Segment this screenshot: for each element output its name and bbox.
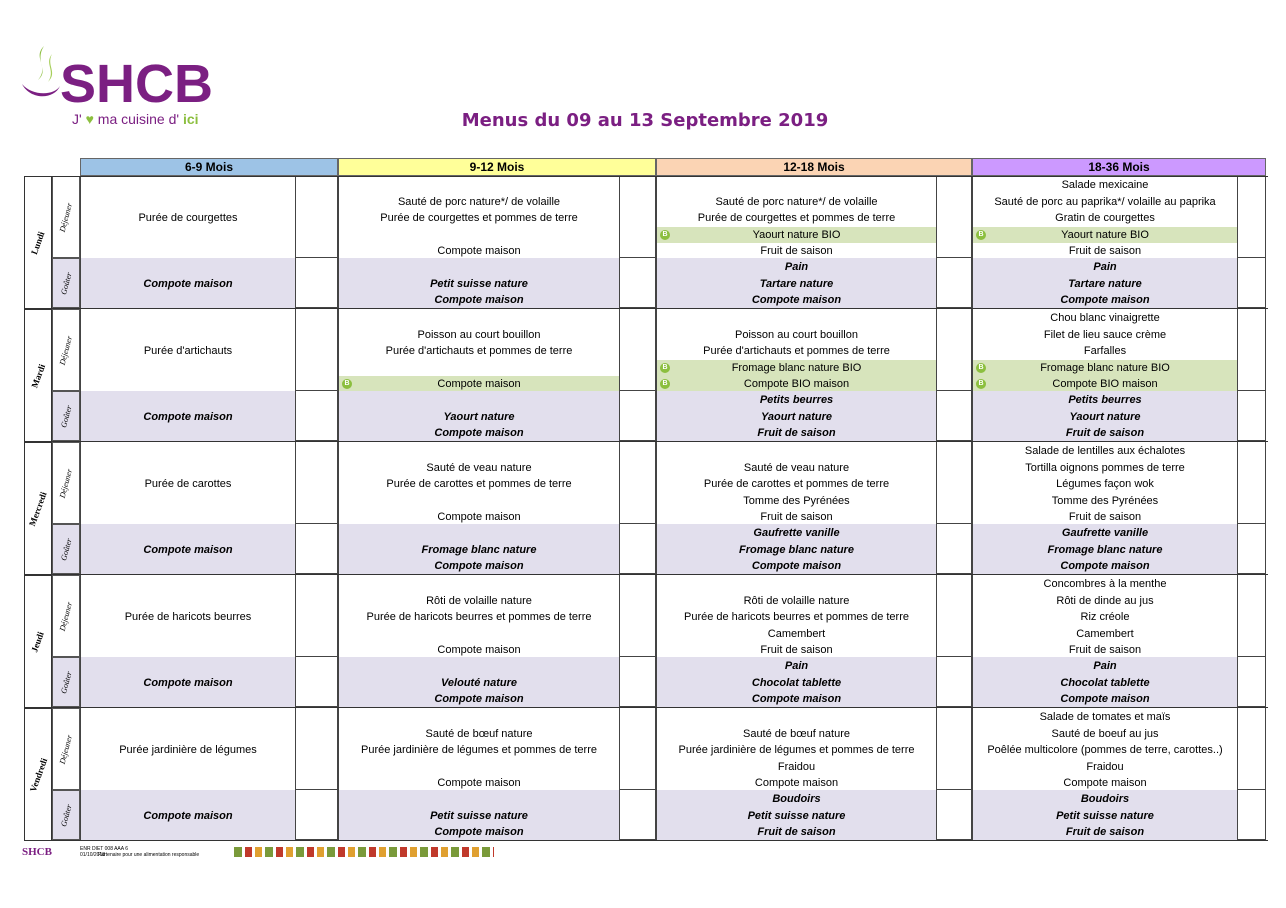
spacer-cell — [296, 176, 338, 258]
menu-item: Purée de carottes et pommes de terre — [703, 478, 890, 490]
menu-item: Fromage blanc nature — [421, 543, 537, 556]
menu-item: Camembert — [767, 627, 826, 640]
menu-item: Yaourt nature — [760, 410, 833, 423]
page-title: Menus du 09 au 13 Septembre 2019 — [461, 110, 829, 131]
menu-item: Fruit de saison — [1065, 826, 1145, 838]
menu-item: Tartare nature — [759, 277, 834, 290]
spacer-cell — [296, 524, 338, 574]
meal-name: Déjeuner — [57, 467, 75, 499]
menu-cell — [656, 309, 937, 391]
svg-text:J' ♥ ma cuisine d' — [72, 111, 199, 127]
spacer-cell — [1238, 391, 1266, 441]
menu-item: Fruit de saison — [757, 427, 836, 439]
menu-item: Purée d'artichauts et pommes de terre — [385, 345, 573, 357]
day-name: Lundi — [29, 229, 47, 256]
meal-label-gouter — [52, 258, 80, 308]
menu-item: Yaourt nature — [1069, 410, 1141, 423]
menu-cell — [338, 575, 620, 657]
heart-icon: ♥ — [85, 111, 94, 127]
menu-item: Légumes façon wok — [1056, 478, 1154, 490]
shcb-logo — [20, 40, 235, 132]
menu-item: Fruit de saison — [1068, 644, 1142, 656]
menu-item: Purée de courgettes — [138, 212, 238, 224]
menu-item: Sauté de veau nature — [426, 461, 532, 474]
menu-cell — [80, 176, 296, 258]
menu-item: Fruit de saison — [1065, 427, 1145, 439]
spacer-cell — [620, 391, 656, 441]
menu-item: Fruit de saison — [760, 245, 833, 257]
menu-item: Petit suisse nature — [747, 809, 846, 822]
menu-cell — [656, 790, 937, 840]
menu-item: Compote maison — [437, 777, 521, 789]
menu-item: Compote maison — [1060, 560, 1150, 572]
menu-item: Riz créole — [1080, 611, 1130, 623]
menu-cell — [80, 575, 296, 657]
menu-item: Compote maison — [143, 410, 233, 423]
meal-label-dejeuner — [52, 708, 80, 790]
spacer-cell — [937, 575, 972, 657]
menu-cell — [338, 657, 620, 707]
spacer-cell — [296, 657, 338, 707]
spacer-cell — [937, 309, 972, 391]
menu-cell — [80, 708, 296, 790]
menu-item: Pain — [784, 261, 809, 273]
day-label-5 — [24, 708, 52, 841]
meal-label-dejeuner — [52, 176, 80, 258]
menu-item: Chou blanc vinaigrette — [1050, 312, 1160, 324]
day-label-1 — [24, 176, 52, 309]
logo-tagline-mid: ma cuisine d' — [97, 111, 180, 127]
day-separator — [24, 840, 1268, 841]
menu-item: Boudoirs — [772, 793, 821, 805]
menu-item: Purée de courgettes et pommes de terre — [697, 212, 896, 224]
menu-item: Sauté de porc nature*/ de volaille — [397, 195, 561, 208]
menu-item: Pain — [784, 660, 809, 672]
table-top-border — [24, 176, 1268, 177]
menu-item: Rôti de dinde au jus — [1056, 594, 1154, 607]
meal-label-dejeuner — [52, 575, 80, 657]
menu-cell — [338, 524, 620, 574]
day-name: Mercredi — [27, 490, 49, 527]
menu-cell — [338, 790, 620, 840]
menu-item: Purée de carottes et pommes de terre — [386, 478, 572, 490]
spacer-cell — [620, 309, 656, 391]
menu-item: Gaufrette vanille — [1061, 527, 1149, 539]
spacer-cell — [620, 524, 656, 574]
menu-item: Poisson au court bouillon — [417, 328, 541, 341]
menu-item: Compote maison — [143, 543, 233, 556]
menu-cell — [972, 442, 1238, 524]
menu-cell — [80, 524, 296, 574]
spacer-cell — [937, 391, 972, 441]
day-label-2 — [24, 309, 52, 442]
menu-item: Boudoirs — [1080, 793, 1130, 805]
menu-item: Petits beurres — [759, 394, 834, 406]
menu-item: Compote maison — [751, 693, 842, 705]
menu-item-bio: B Yaourt nature BIO — [657, 227, 936, 243]
menu-item-bio: B Compote maison — [339, 376, 619, 392]
menu-cell — [972, 391, 1238, 441]
spacer-cell — [620, 790, 656, 840]
menu-item: Petit suisse nature — [430, 809, 528, 822]
menu-item: Purée de carottes — [144, 478, 232, 490]
menu-item: Compote maison — [143, 277, 233, 290]
menu-item: Petits beurres — [1068, 394, 1142, 406]
spacer-cell — [296, 790, 338, 840]
column-header-2: 9-12 Mois — [338, 158, 656, 176]
spacer-cell — [937, 657, 972, 707]
menu-item: Compote maison — [434, 826, 524, 838]
menu-item: Tomme des Pyrénées — [1051, 494, 1159, 507]
menu-item: Compote maison — [434, 560, 524, 572]
spacer-cell — [937, 708, 972, 790]
menu-item: Compote maison — [437, 644, 521, 656]
menu-item: Tartare nature — [1068, 277, 1142, 290]
meal-name: Goûter — [58, 802, 74, 828]
menu-item-bio: B Fromage blanc nature BIO — [657, 360, 936, 376]
menu-item: Compote maison — [434, 294, 524, 306]
menu-item: Sauté de boeuf au jus — [1051, 727, 1159, 740]
menu-cell — [80, 258, 296, 308]
menu-cell — [972, 790, 1238, 840]
spacer-cell — [1238, 309, 1266, 391]
day-label-4 — [24, 575, 52, 708]
menu-cell — [80, 657, 296, 707]
label-logos-icon — [234, 847, 494, 857]
footer — [22, 846, 492, 860]
meal-name: Déjeuner — [57, 733, 75, 765]
meal-label-gouter — [52, 391, 80, 441]
footer-ref: ENR DIET 008 AAA 6 — [80, 846, 128, 852]
menu-item: Tortilla oignons pommes de terre — [1025, 461, 1185, 474]
menu-cell — [656, 176, 937, 258]
menu-cell — [338, 309, 620, 391]
spacer-cell — [937, 790, 972, 840]
spacer-cell — [1238, 524, 1266, 574]
meal-label-dejeuner — [52, 442, 80, 524]
menu-item: Sauté de bœuf nature — [742, 727, 850, 740]
menu-item: Poisson au court bouillon — [735, 328, 858, 341]
meal-name: Goûter — [58, 270, 74, 296]
menu-item: Concombres à la menthe — [1043, 578, 1167, 590]
menu-item-bio: B Fromage blanc nature BIO — [973, 360, 1237, 376]
menu-cell — [972, 309, 1238, 391]
menu-cell — [338, 708, 620, 790]
spacer-cell — [1238, 442, 1266, 524]
menu-item: Compote maison — [434, 427, 524, 439]
menu-item: Compote maison — [143, 676, 233, 689]
menu-item: Filet de lieu sauce crème — [1043, 328, 1167, 341]
spacer-cell — [1238, 708, 1266, 790]
menu-table — [24, 158, 1268, 846]
menu-item: Purée de courgettes et pommes de terre — [380, 212, 578, 224]
menu-item: Salade de lentilles aux échalotes — [1024, 445, 1186, 457]
menu-item: Compote maison — [437, 511, 521, 523]
menu-cell — [656, 391, 937, 441]
logo-tagline-post: ici — [182, 111, 199, 127]
day-name: Jeudi — [29, 629, 47, 654]
menu-item: Yaourt nature — [443, 410, 515, 423]
meal-label-gouter — [52, 657, 80, 707]
menu-cell — [338, 442, 620, 524]
menu-cell — [80, 442, 296, 524]
menu-item: Chocolat tablette — [1060, 676, 1150, 689]
menu-item: Compote maison — [1060, 294, 1150, 306]
meal-name: Goûter — [58, 669, 74, 695]
menu-item: Pain — [1093, 261, 1117, 273]
meal-name: Déjeuner — [57, 334, 75, 366]
menu-item: Camembert — [1076, 627, 1134, 640]
menu-item: Gaufrette vanille — [753, 527, 840, 539]
spacer-cell — [620, 708, 656, 790]
spacer-cell — [937, 258, 972, 308]
menu-item: Fruit de saison — [1068, 245, 1142, 257]
menu-item-bio: B Compote BIO maison — [973, 376, 1237, 392]
menu-item: Pain — [1093, 660, 1117, 672]
meal-label-dejeuner — [52, 309, 80, 391]
day-label-3 — [24, 442, 52, 575]
spacer-cell — [296, 258, 338, 308]
menu-item: Sauté de veau nature — [743, 461, 850, 474]
menu-cell — [972, 575, 1238, 657]
menu-item: Purée de haricots beurres — [124, 611, 252, 623]
menu-cell — [972, 524, 1238, 574]
spacer-cell — [620, 575, 656, 657]
menu-cell — [80, 391, 296, 441]
menu-item: Salade mexicaine — [1061, 179, 1149, 191]
menu-item: Compote maison — [1063, 777, 1147, 789]
menu-item: Fromage blanc nature — [1047, 543, 1163, 556]
menu-cell — [656, 575, 937, 657]
meal-name: Goûter — [58, 536, 74, 562]
meal-name: Déjeuner — [57, 600, 75, 632]
column-header-3: 12-18 Mois — [656, 158, 972, 176]
meal-label-gouter — [52, 524, 80, 574]
day-name: Mardi — [29, 362, 47, 389]
menu-item: Poêlée multicolore (pommes de terre, carottes..) — [987, 744, 1223, 756]
menu-item: Fraidou — [1086, 760, 1124, 773]
menu-item: Sauté de porc au paprika*/ volaille au paprika — [994, 195, 1216, 208]
menu-cell — [338, 176, 620, 258]
menu-item: Purée jardinière de légumes et pommes de terre — [678, 744, 915, 756]
day-name: Vendredi — [27, 756, 49, 793]
menu-item: Compote maison — [1060, 693, 1150, 705]
spacer-cell — [296, 575, 338, 657]
menu-item-bio: B Yaourt nature BIO — [973, 227, 1237, 243]
menu-item: Fraidou — [777, 760, 816, 773]
column-header-1: 6-9 Mois — [80, 158, 338, 176]
spacer-cell — [620, 258, 656, 308]
spacer-cell — [296, 391, 338, 441]
meal-label-gouter — [52, 790, 80, 840]
spacer-cell — [296, 309, 338, 391]
footer-brand: SHCB — [22, 846, 52, 858]
spacer-cell — [1238, 258, 1266, 308]
menu-item: Sauté de bœuf nature — [425, 727, 533, 740]
column-header-4: 18-36 Mois — [972, 158, 1266, 176]
menu-item: Purée de haricots beurres et pommes de terre — [366, 611, 592, 623]
steam-leaf-icon — [22, 46, 60, 96]
menu-cell — [338, 258, 620, 308]
menu-item: Compote maison — [751, 560, 842, 572]
menu-item: Velouté nature — [441, 676, 517, 689]
menu-cell — [656, 657, 937, 707]
menu-item: Purée d'artichauts — [143, 345, 233, 357]
menu-cell — [972, 258, 1238, 308]
menu-cell — [972, 176, 1238, 258]
menu-cell — [656, 524, 937, 574]
meal-name: Goûter — [58, 403, 74, 429]
menu-item: Petit suisse nature — [430, 277, 528, 290]
menu-cell — [656, 258, 937, 308]
menu-item: Salade de tomates et maïs — [1039, 711, 1171, 723]
logo-tagline-pre: J' — [72, 111, 82, 127]
spacer-cell — [937, 524, 972, 574]
menu-item: Fruit de saison — [1068, 511, 1142, 523]
menu-item: Purée jardinière de légumes — [119, 744, 257, 756]
menu-cell — [80, 790, 296, 840]
menu-item: Fruit de saison — [760, 511, 833, 523]
spacer-cell — [620, 176, 656, 258]
spacer-cell — [937, 442, 972, 524]
spacer-cell — [937, 176, 972, 258]
menu-item: Purée d'artichauts et pommes de terre — [703, 345, 890, 357]
menu-cell — [656, 708, 937, 790]
spacer-cell — [1238, 657, 1266, 707]
spacer-cell — [1238, 790, 1266, 840]
menu-cell — [80, 309, 296, 391]
menu-item: Chocolat tablette — [751, 676, 842, 689]
spacer-cell — [1238, 575, 1266, 657]
menu-cell — [656, 442, 937, 524]
spacer-cell — [296, 442, 338, 524]
spacer-cell — [1238, 176, 1266, 258]
menu-item: Fruit de saison — [757, 826, 836, 838]
menu-cell — [972, 708, 1238, 790]
menu-item: Rôti de volaille nature — [743, 594, 850, 607]
logo-wordmark: SHCB — [60, 54, 214, 114]
menu-item: Farfalles — [1083, 345, 1127, 357]
menu-item-bio: B Compote BIO maison — [657, 376, 936, 392]
menu-item: Tomme des Pyrénées — [743, 494, 850, 507]
menu-item: Compote maison — [437, 245, 521, 257]
menu-item: Fromage blanc nature — [739, 543, 854, 556]
menu-item: Compote maison — [434, 693, 524, 705]
spacer-cell — [620, 657, 656, 707]
menu-cell — [338, 391, 620, 441]
menu-item: Compote maison — [754, 777, 839, 789]
menu-item: Sauté de porc nature*/ de volaille — [715, 195, 878, 208]
menu-cell — [972, 657, 1238, 707]
footer-note: Partenaire pour une alimentation responsable — [98, 852, 200, 858]
spacer-cell — [296, 708, 338, 790]
meal-name: Déjeuner — [57, 201, 75, 233]
menu-item: Fruit de saison — [760, 644, 833, 656]
menu-item: Compote maison — [751, 294, 842, 306]
menu-item: Purée jardinière de légumes et pommes de terre — [360, 744, 597, 756]
menu-item: Petit suisse nature — [1056, 809, 1154, 822]
spacer-cell — [620, 442, 656, 524]
footer-date: 01/10/2018 — [80, 852, 106, 858]
menu-item: Compote maison — [143, 809, 233, 822]
menu-item: Rôti de volaille nature — [426, 594, 532, 607]
menu-item: Gratin de courgettes — [1055, 212, 1155, 224]
menu-item: Purée de haricots beurres et pommes de terre — [683, 611, 909, 623]
